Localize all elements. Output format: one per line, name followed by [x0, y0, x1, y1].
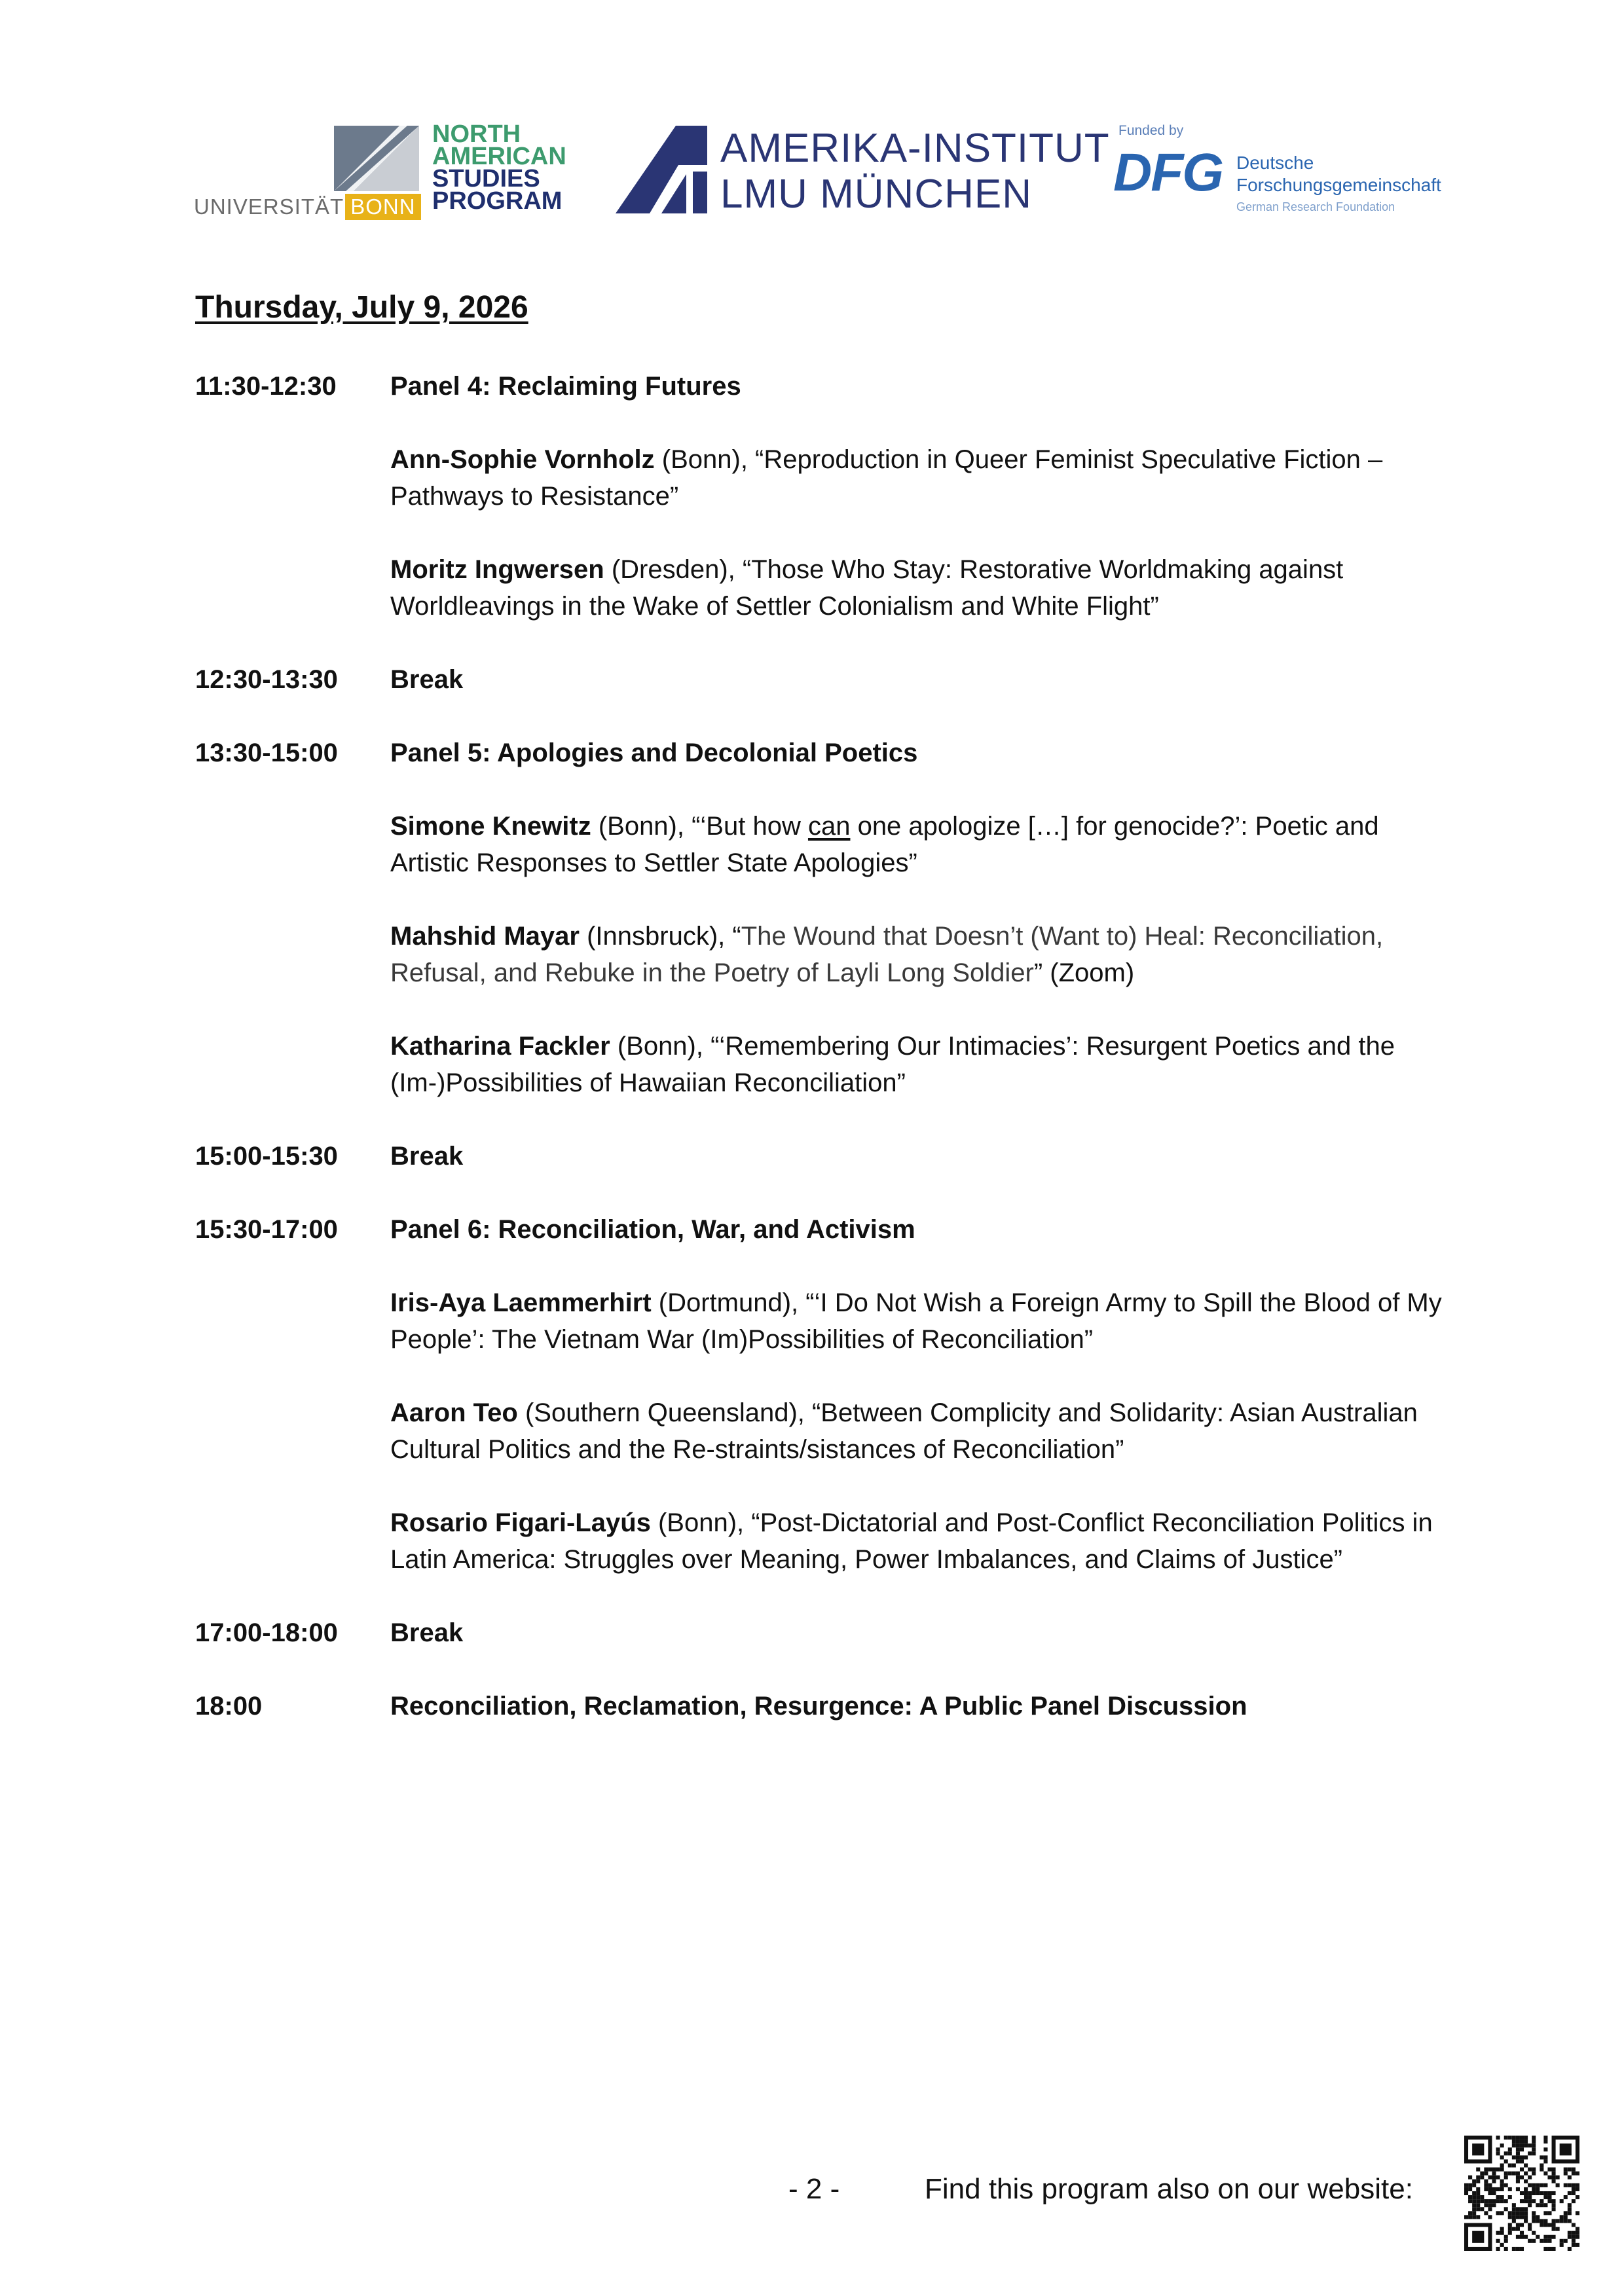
slot-title: Reconciliation, Reclamation, Resurgence: A Public Panel Discussion — [390, 1692, 1247, 1721]
speaker-name: Mahshid Mayar — [390, 922, 580, 951]
talk-entry — [390, 551, 1452, 625]
slot-time: 13:30-15:00 — [195, 738, 338, 767]
talk-text-a: (Bonn), “‘But how — [591, 812, 808, 841]
talk-text: (Dortmund), “‘I Do Not Wish a Foreign Army to Spill the Blood of My People’: The Vietnam War (Im)Possibilities of Reconciliation” — [390, 1288, 1442, 1354]
program-slot — [195, 1138, 1452, 1175]
bonn-wordmark — [194, 194, 421, 220]
talk-entry — [390, 1504, 1452, 1578]
talk-text: (Dresden), “Those Who Stay: Restorative Worldmaking against Worldleavings in the Wake of Settler Colonialism and White Flight” — [390, 555, 1344, 621]
slot-time: 15:00-15:30 — [195, 1142, 338, 1171]
slot-title: Panel 5: Apologies and Decolonial Poetics — [390, 738, 918, 767]
north-american-studies-logo — [432, 120, 589, 215]
slot-title: Break — [390, 665, 464, 694]
slot-title: Break — [390, 1618, 464, 1647]
page-number: - 2 - — [788, 2173, 840, 2205]
nasp-line-4: PROGRAM — [432, 187, 563, 215]
slot-time: 15:30-17:00 — [195, 1215, 338, 1244]
dfg-logo — [1113, 123, 1441, 215]
day-heading: Thursday, July 9, 2026 — [195, 290, 528, 325]
speaker-name: Rosario Figari-Layús — [390, 1508, 651, 1537]
speaker-name: Moritz Ingwersen — [390, 555, 604, 584]
talk-entry — [390, 808, 1452, 881]
bonn-box: BONN — [345, 194, 420, 220]
talk-text: (Bonn), “Post-Dictatorial and Post-Conflict Reconciliation Politics in Latin America: Struggles over Meaning, Power Imbalances, and Claims of Justice” — [390, 1508, 1433, 1574]
amerika-institut-mark-icon — [616, 126, 707, 213]
speaker-name: Iris-Aya Laemmerhirt — [390, 1288, 652, 1317]
talk-text-underlined: can — [807, 812, 851, 841]
dfg-subtitle: German Research Foundation — [1236, 200, 1395, 213]
dfg-mark: DFG — [1113, 143, 1223, 202]
speaker-name: Simone Knewitz — [390, 812, 591, 841]
website-label: Find this program also on our website: — [925, 2173, 1413, 2205]
ami-line-2: LMU MÜNCHEN — [720, 172, 1032, 217]
amerika-institut-wordmark — [720, 126, 1110, 217]
talk-entry — [390, 918, 1452, 991]
program-slot — [195, 1688, 1452, 1724]
speaker-name: Ann-Sophie Vornholz — [390, 445, 655, 474]
talk-entry — [390, 1394, 1452, 1468]
program-slot — [195, 1614, 1452, 1651]
talk-text: (Southern Queensland), “Between Complicity and Solidarity: Asian Australian Cultural Politics and the Re-straints/sistances of Reconciliation” — [390, 1398, 1418, 1464]
program-content — [195, 288, 1452, 1761]
dfg-funded-by: Funded by — [1118, 123, 1184, 138]
bonn-word: UNIVERSITÄT — [194, 194, 344, 219]
program-slot — [195, 368, 1452, 625]
program-slot — [195, 735, 1452, 1101]
program-slot — [195, 661, 1452, 698]
talk-text-a: (Innsbruck), “ — [579, 922, 741, 951]
nasp-line-1: NORTH — [432, 120, 521, 148]
amerika-institut-logo — [616, 126, 1110, 217]
dfg-name-1: Deutsche — [1236, 153, 1314, 173]
bonn-logo-square — [334, 126, 419, 191]
talk-entry — [390, 1285, 1452, 1358]
talk-entry — [390, 441, 1452, 515]
speaker-name: Katharina Fackler — [390, 1032, 610, 1061]
slot-time: 11:30-12:30 — [195, 372, 337, 401]
talk-text-b: one apologize […] for genocide?’: Poetic and Artistic Responses to Settler State Apologies” — [390, 812, 1379, 877]
talk-text-b: ” (Zoom) — [1033, 958, 1135, 987]
talk-entry — [390, 1028, 1452, 1101]
nasp-line-2: AMERICAN — [432, 143, 566, 170]
nasp-line-3: STUDIES — [432, 165, 540, 192]
speaker-name: Aaron Teo — [390, 1398, 518, 1427]
header-logos — [0, 118, 1624, 229]
dfg-name — [1236, 152, 1441, 196]
talk-text: (Bonn), “‘Remembering Our Intimacies’: Resurgent Poetics and the (Im-)Possibilities of Hawaiian Reconciliation” — [390, 1032, 1395, 1097]
slot-time: 17:00-18:00 — [195, 1618, 338, 1647]
slot-time: 18:00 — [195, 1692, 263, 1721]
slot-title: Panel 6: Reconciliation, War, and Activism — [390, 1215, 915, 1244]
talk-text: (Bonn), “Reproduction in Queer Feminist Speculative Fiction – Pathways to Resistance” — [390, 445, 1383, 511]
slot-title: Break — [390, 1142, 464, 1171]
university-bonn-logo — [194, 126, 422, 228]
slot-time: 12:30-13:30 — [195, 665, 338, 694]
ami-line-1: AMERIKA-INSTITUT — [720, 126, 1110, 171]
talk-text-grey: The Wound that Doesn’t (Want to) Heal: Reconciliation, Refusal, and Rebuke in the Poetry of Layli Long Soldier — [390, 922, 1384, 987]
slot-title: Panel 4: Reclaiming Futures — [390, 372, 741, 401]
qr-code-icon[interactable] — [1464, 2136, 1579, 2251]
program-slot — [195, 1211, 1452, 1578]
dfg-name-2: Forschungsgemeinschaft — [1236, 175, 1441, 195]
